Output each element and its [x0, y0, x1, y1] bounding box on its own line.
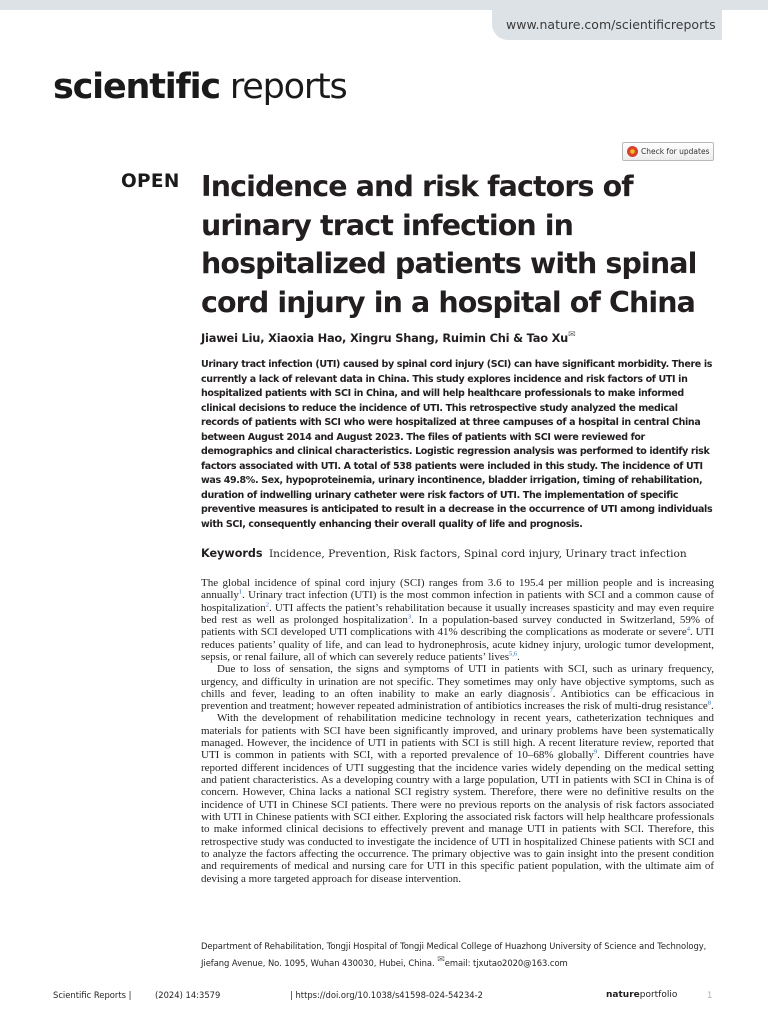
- keywords-list: Incidence, Prevention, Risk factors, Spinal cord injury, Urinary tract infection: [268, 548, 687, 560]
- nature-portfolio-logo: [606, 990, 677, 1000]
- check-for-updates-button[interactable]: [622, 142, 714, 161]
- paragraph-text: .: [711, 700, 714, 713]
- citation-link[interactable]: 9: [593, 748, 598, 756]
- citation-link[interactable]: 5,6: [508, 650, 518, 658]
- paragraph-text: . Urinary tract infection (UTI) is the most common infection in patients with SCI and a common cause of hospitalization: [201, 589, 714, 614]
- affiliation: [201, 940, 721, 970]
- paragraph-text: . In a population-based survey conducted in Switzerland, 59% of patients with SCI developed UTI complications with 41% describing the complications as moderate or severe: [201, 613, 714, 639]
- keywords-label: Keywords: [201, 547, 263, 560]
- body-paragraph: [201, 577, 714, 663]
- authors-text: Jiawei Liu, Xiaoxia Hao, Xingru Shang, Ruimin Chi & Tao Xu: [201, 330, 569, 345]
- open-access-label: OPEN: [121, 171, 180, 192]
- citation-link[interactable]: 2: [265, 600, 270, 608]
- abstract: Urinary tract infection (UTI) caused by spinal cord injury (SCI) can have significant morbidity. There is currently a lack of relevant data in China. This study explores incidence and risk factors of UTI in hospitalized patients with SCI in China, and will help healthcare professionals to make informed clinical decisions to reduce the incidence of UTI. This retrospective study analyzed the medical records of patients with SCI who were hospitalized at three campuses of a hospital in central China between August 2014 and August 2023. The files of patients with SCI were reviewed for demographics and clinical characteristics. Logistic regression analysis was performed to identify risk factors associated with UTI. A total of 538 patients were included in this study. The incidence of UTI was 49.8%. Sex, hypoproteinemia, urinary incontinence, bladder irrigation, timing of rehabilitation, duration of indwelling urinary catheter were risk factors of UTI. The implementation of specific preventive measures is anticipated to result in a decrease in the occurrence of UTI among individuals with SCI, consequently enhancing their overall quality of life and prognosis.: [201, 359, 713, 530]
- author-list: [201, 330, 575, 345]
- journal-url[interactable]: www.nature.com/scientificreports: [506, 16, 716, 32]
- corresponding-email[interactable]: email: tjxutao2020@163.com: [444, 957, 568, 968]
- brand-light: portfolio: [639, 990, 678, 1000]
- brand-bold: nature: [606, 990, 640, 1000]
- paragraph-text: The global incidence of spinal cord injury (SCI) ranges from 3.6 to 195.4 per million people and is increasing annually: [201, 577, 714, 602]
- logo-bold: scientific: [53, 67, 220, 107]
- footer-volume: (2024) 14:3579: [155, 990, 221, 1000]
- footer-doi-link[interactable]: | https://doi.org/10.1038/s41598-024-54234-2: [290, 990, 483, 1000]
- body-text: [201, 577, 714, 885]
- logo-light: reports: [219, 67, 347, 107]
- envelope-icon: ✉: [437, 954, 445, 965]
- paragraph-text: . UTI affects the patient’s rehabilitation because it usually increases spasticity and may even require bed rest as well as prolonged hospitalization: [201, 601, 714, 626]
- envelope-icon[interactable]: ✉: [568, 330, 576, 340]
- paragraph-text: . Different countries have reported different incidences of UTI suggesting that the incidence varies widely depending on the medical setting and patient characteristics. As a developing country with a large population, UTI in patients with SCI in China is of concern. However, China lacks a national SCI registry system. Therefore, there were no definitive results on the incidence of UTI in Chinese SCI patients. There were no previous reports on the analysis of risk factors associated with UTI in Chinese patients with SCI either. Exploring the associated risk factors will help healthcare professionals to make informed clinical decisions to effectively prevent and manage UTI in patients with SCI. Therefore, this retrospective study was conducted to investigate the incidence of UTI in hospitalized Chinese patients with SCI and to analyze the factors affecting the occurrence. The primary objective was to gain insight into the present condition and requirements of medical and nursing care for UTI in this specific patient population, with the ultimate aim of devising a more targeted approach for disease intervention.: [201, 749, 714, 885]
- citation-link[interactable]: 3: [407, 613, 412, 621]
- check-updates-icon: [627, 146, 638, 157]
- citation-link[interactable]: 1: [238, 588, 243, 596]
- keywords-line: [201, 547, 687, 560]
- check-updates-label: Check for updates: [641, 147, 710, 156]
- journal-url-link[interactable]: [492, 8, 722, 40]
- page-footer: [53, 988, 715, 1004]
- citation-link[interactable]: 4: [686, 625, 690, 633]
- body-paragraph: [201, 663, 714, 712]
- paragraph-text: . UTI reduces patients’ quality of life, and can lead to hydronephrosis, acute kidney injury, urologic tumor development, sepsis, or renal failure, all of which can severely reduce patients’ lives: [201, 626, 714, 663]
- citation-link[interactable]: 7: [549, 687, 553, 695]
- affiliation-text: Department of Rehabilitation, Tongji Hospital of Tongji Medical College of Huazhong University of Science and Technology, Jiefang Avenue, No. 1095, Wuhan 430030, Hubei, China.: [201, 941, 707, 968]
- paragraph-text: .: [517, 650, 520, 663]
- paragraph-text: . Antibiotics can be efficacious in prevention and treatment; however repeated administration of antibiotics increases the risk of multi-drug resistance: [201, 687, 714, 713]
- paragraph-text: With the development of rehabilitation medicine technology in recent years, catheterization techniques and materials for patients with SCI have been significantly improved, and urinary problems have been systematically managed. However, the incidence of UTI in patients with SCI is still high. A recent literature review, reported that UTI is common in patients with SCI, with a reported prevalence of 10–68% globally: [201, 712, 714, 762]
- citation-link[interactable]: 8: [707, 699, 711, 707]
- journal-logo: [53, 64, 347, 110]
- article-title: Incidence and risk factors of urinary tract infection in hospitalized patients with spinal cord injury in a hospital of China: [201, 170, 697, 320]
- page-number: 1: [707, 990, 713, 1000]
- paragraph-text: Due to loss of sensation, the signs and symptoms of UTI in patients with SCI, such as urinary frequency, urgency, and difficulty in urination are not specific. They sometimes may only have objective symptoms, such as chills and fever, leading to an often inability to make an early diagnosis: [201, 663, 714, 700]
- body-paragraph: [201, 712, 714, 884]
- footer-journal: Scientific Reports |: [53, 990, 132, 1000]
